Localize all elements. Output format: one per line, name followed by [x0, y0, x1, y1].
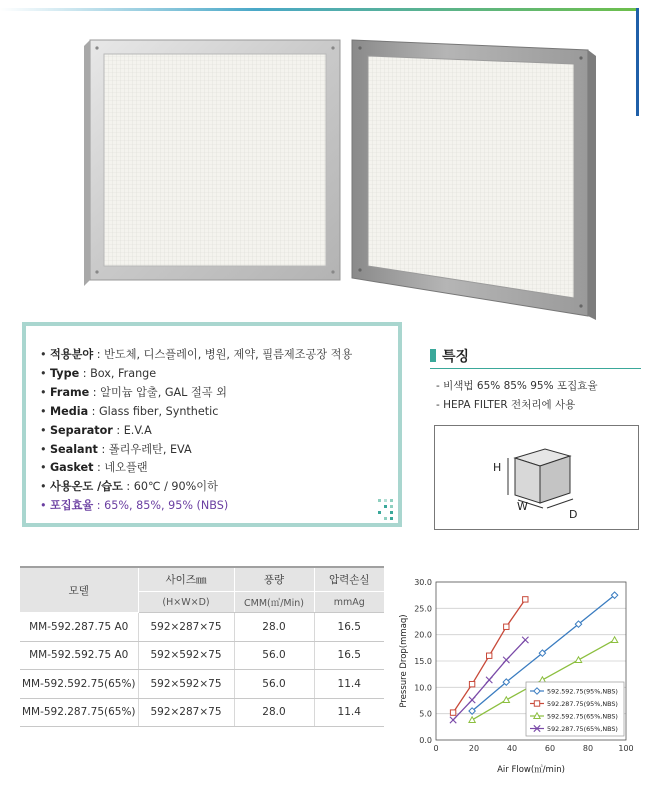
data-point [504, 624, 509, 629]
legend-label: 592.592.75(95%,NBS) [547, 687, 618, 696]
features-title: 특징 [442, 349, 470, 365]
data-point [523, 597, 528, 602]
legend-label: 592.287.75(95%,NBS) [547, 700, 618, 709]
data-point [522, 637, 528, 643]
spec-label: Sealant [50, 442, 98, 456]
spec-list [40, 346, 352, 516]
spec-value: Box, Frange [90, 366, 157, 380]
spec-panel [22, 322, 402, 527]
x-tick-label: 40 [506, 744, 518, 753]
spec-value: 네오플랜 [104, 461, 148, 475]
column-header-model: 모델 [20, 567, 138, 613]
spec-item-temperature: • 사용온도 /습도 : 60℃ / 90%이하 [40, 480, 218, 494]
spec-item-gasket: • Gasket : 네오플랜 [40, 461, 148, 475]
x-tick-label: 80 [582, 744, 594, 753]
cell-airflow: 28.0 [234, 698, 314, 727]
features-divider [430, 368, 641, 369]
filter-right [352, 40, 596, 320]
y-axis-label: Pressure Drop(mmaq) [399, 614, 409, 708]
spec-value: E.V.A [123, 423, 152, 437]
spec-value: 폴리우레탄, EVA [108, 442, 192, 456]
spec-item-sealant: • Sealant : 폴리우레탄, EVA [40, 442, 192, 456]
data-point [450, 710, 455, 715]
column-subheader-airflow: CMM(㎥/Min) [234, 592, 314, 613]
spec-value: 반도체, 디스플레이, 병원, 제약, 필름제조공장 적용 [104, 348, 353, 361]
feature-item: - HEPA FILTER 전처리에 사용 [436, 399, 576, 411]
table-row [20, 670, 384, 699]
spec-item-media: • Media : Glass fiber, Synthetic [40, 404, 219, 418]
spec-value: 60℃ / 90%이하 [133, 480, 218, 494]
spec-item-application: • 적용분야 : 반도체, 디스플레이, 병원, 제약, 필름제조공장 적용 [40, 348, 353, 361]
spec-label: Gasket [50, 461, 94, 475]
cell-pressure: 16.5 [314, 613, 384, 642]
spec-item-frame: • Frame : 알미늄 압출, GAL 절곡 외 [40, 385, 227, 399]
data-point [469, 697, 475, 703]
cell-size: 592×287×75 [138, 613, 234, 642]
cell-size: 592×287×75 [138, 698, 234, 727]
column-subheader-pressure: mmAg [314, 592, 384, 613]
x-tick-label: 0 [433, 744, 439, 753]
y-tick-label: 25.0 [414, 604, 432, 614]
spec-value: Glass fiber, Synthetic [99, 404, 219, 418]
cell-airflow: 56.0 [234, 641, 314, 670]
data-point [469, 681, 474, 686]
pressure-drop-chart [392, 568, 642, 788]
cell-pressure: 16.5 [314, 641, 384, 670]
spec-label: 포집효율 [50, 499, 94, 513]
spec-item-separator: • Separator : E.V.A [40, 423, 152, 437]
cell-airflow: 56.0 [234, 670, 314, 699]
x-axis-label: Air Flow(㎥/min) [497, 765, 565, 775]
header-divider [0, 8, 638, 11]
cell-pressure: 11.4 [314, 670, 384, 699]
spec-item-efficiency: • 포집효율 : 65%, 85%, 95% (NBS) [40, 499, 229, 513]
x-tick-label: 60 [544, 744, 556, 753]
data-point [469, 717, 475, 723]
column-subheader-size: (H×W×D) [138, 592, 234, 613]
column-header-size: 사이즈㎜ [138, 567, 234, 592]
spec-label: Type [50, 366, 80, 380]
spec-label: Separator [50, 423, 113, 437]
y-tick-label: 10.0 [414, 683, 432, 693]
data-point [503, 657, 509, 663]
legend-marker-icon [534, 701, 539, 706]
cell-size: 592×592×75 [138, 670, 234, 699]
y-tick-label: 15.0 [414, 657, 432, 666]
y-tick-label: 30.0 [414, 578, 432, 587]
data-point [450, 717, 456, 723]
y-tick-label: 0.0 [419, 736, 432, 745]
cell-model: MM-592.287.75 A0 [20, 613, 138, 642]
dimension-d-label: D [569, 508, 578, 521]
header-accent-bar [636, 8, 639, 116]
dimension-diagram [434, 425, 639, 530]
y-tick-label: 5.0 [419, 709, 432, 719]
data-point [575, 657, 581, 663]
cell-model: MM-592.592.75 A0 [20, 641, 138, 670]
cell-pressure: 11.4 [314, 698, 384, 727]
column-header-pressure: 압력손실 [314, 567, 384, 592]
data-point [611, 637, 617, 643]
filter-left [84, 40, 340, 286]
table-row [20, 698, 384, 727]
y-tick-label: 20.0 [414, 630, 432, 640]
spec-value: 알미늄 압출, GAL 절곡 외 [100, 385, 227, 399]
x-tick-label: 20 [468, 744, 480, 753]
model-table [20, 566, 384, 727]
product-photo [84, 36, 604, 320]
cell-size: 592×592×75 [138, 641, 234, 670]
legend-label: 592.287.75(65%,NBS) [547, 725, 618, 734]
spec-item-type: • Type : Box, Frange [40, 366, 157, 380]
data-point [503, 697, 509, 703]
spec-label: Frame [50, 385, 90, 399]
filter-box-icon [515, 449, 570, 503]
data-point [486, 677, 492, 683]
depth-arrow-icon [547, 499, 573, 508]
x-tick-label: 100 [618, 744, 634, 753]
dimension-h-label: H [493, 461, 502, 474]
spec-label: Media [50, 404, 89, 418]
spec-label: 사용온도 /습도 [50, 480, 123, 494]
legend-label: 592.592.75(65%,NBS) [547, 712, 618, 721]
cell-model: MM-592.592.75(65%) [20, 670, 138, 699]
data-point [487, 653, 492, 658]
dimension-w-label: W [517, 500, 528, 513]
cell-airflow: 28.0 [234, 613, 314, 642]
spec-value: 65%, 85%, 95% (NBS) [104, 499, 229, 513]
feature-item: - 비색법 65% 85% 95% 포집효율 [436, 380, 598, 392]
table-row [20, 641, 384, 670]
spec-label: 적용분야 [50, 348, 94, 361]
cell-model: MM-592.287.75(65%) [20, 698, 138, 727]
column-header-airflow: 풍량 [234, 567, 314, 592]
table-row [20, 613, 384, 642]
section-marker-icon [430, 349, 436, 362]
